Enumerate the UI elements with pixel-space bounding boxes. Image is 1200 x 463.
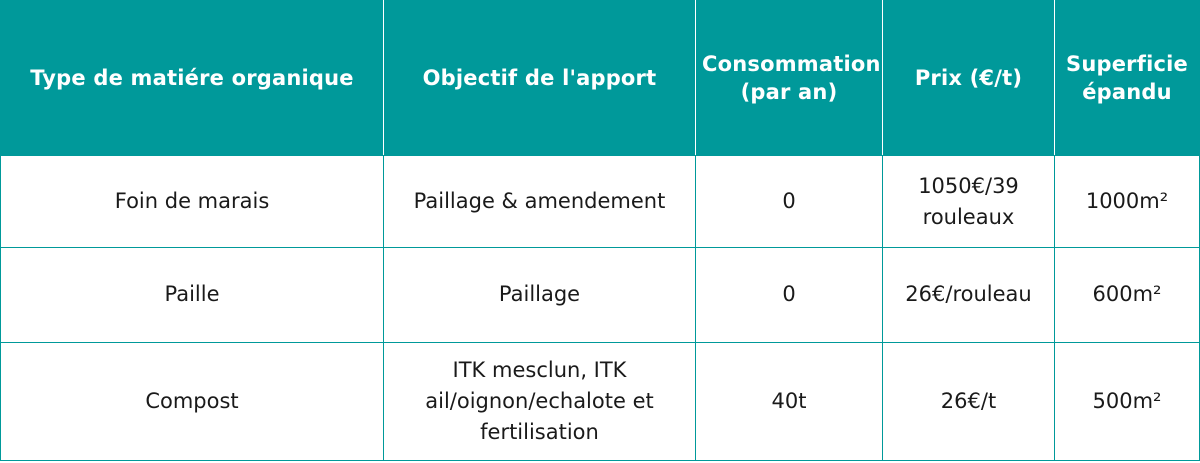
cell-superficie: 1000m² <box>1055 156 1200 248</box>
cell-objectif: Paillage <box>384 248 696 342</box>
table-row <box>1 342 1200 460</box>
cell-type: Paille <box>1 248 384 342</box>
header-row <box>1 1 1200 156</box>
cell-prix: 26€/rouleau <box>883 248 1055 342</box>
header-consommation: Consommation (par an) <box>696 1 883 156</box>
header-objectif: Objectif de l'apport <box>384 1 696 156</box>
table-row <box>1 248 1200 342</box>
cell-consommation: 40t <box>696 342 883 460</box>
cell-type: Compost <box>1 342 384 460</box>
cell-consommation: 0 <box>696 248 883 342</box>
header-type: Type de matiére organique <box>1 1 384 156</box>
header-superficie: Superficie épandu <box>1055 1 1200 156</box>
header-prix: Prix (€/t) <box>883 1 1055 156</box>
cell-objectif: ITK mesclun, ITK ail/oignon/echalote et fertilisation <box>384 342 696 460</box>
table-row <box>1 156 1200 248</box>
cell-objectif: Paillage & amendement <box>384 156 696 248</box>
cell-prix: 1050€/39 rouleaux <box>883 156 1055 248</box>
cell-prix: 26€/t <box>883 342 1055 460</box>
cell-superficie: 500m² <box>1055 342 1200 460</box>
cell-type: Foin de marais <box>1 156 384 248</box>
cell-consommation: 0 <box>696 156 883 248</box>
cell-superficie: 600m² <box>1055 248 1200 342</box>
